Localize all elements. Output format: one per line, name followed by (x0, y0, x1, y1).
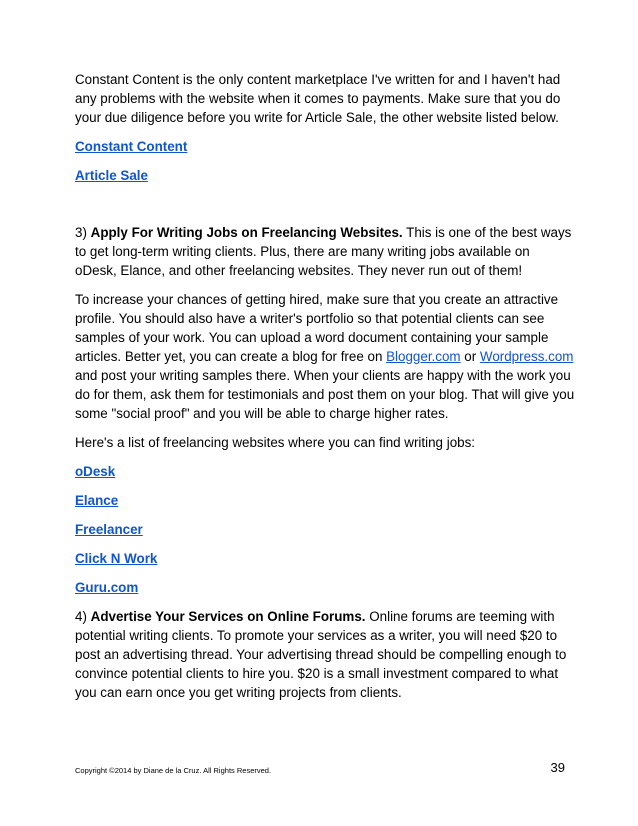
section-4-number: 4) (75, 609, 87, 624)
paragraph-freelance-list-intro: Here's a list of freelancing websites where you can find writing jobs: (75, 435, 476, 450)
page-footer (75, 760, 565, 780)
section-3-heading: Apply For Writing Jobs on Freelancing Websites. (90, 225, 403, 240)
link-click-n-work[interactable]: Click N Work (75, 551, 158, 566)
link-blogger[interactable]: Blogger.com (386, 349, 461, 364)
section-4-paragraph (75, 607, 575, 702)
copyright-notice: Copyright ©2014 by Diane de la Cruz. All Rights Reserved. (75, 766, 272, 775)
profile-tips-text-1: To increase your chances of getting hired, make sure that you create an attractive profile. You should also have a writer's portfolio so that potential clients can see samples of your work. You can upload a word document containing your sample articles. Better yet, you can create a blog for free on (75, 292, 559, 364)
link-freelancer[interactable]: Freelancer (75, 522, 143, 537)
link-odesk[interactable]: oDesk (75, 464, 116, 479)
link-elance[interactable]: Elance (75, 493, 119, 508)
paragraph-constant-content: Constant Content is the only content marketplace I've written for and I haven't had any problems with the website when it comes to payments. Make sure that you do your due diligence before you write for Article Sale, the other website listed below. (75, 72, 561, 125)
page-number: 39 (550, 760, 565, 775)
profile-tips-text-3: and post your writing samples there. When your clients are happy with the work you do for them, ask them for testimonials and post them on your blog. That will give you some "social proof" and you will be able to charge higher rates. (75, 368, 575, 421)
document-body (75, 70, 575, 702)
link-article-sale[interactable]: Article Sale (75, 168, 148, 183)
link-constant-content[interactable]: Constant Content (75, 139, 188, 154)
link-wordpress[interactable]: Wordpress.com (479, 349, 574, 364)
section-spacer (75, 195, 575, 223)
section-3-paragraph (75, 223, 575, 280)
section-3-number: 3) (75, 225, 87, 240)
profile-tips-text-2: or (460, 349, 480, 364)
section-4-text: Online forums are teeming with potential writing clients. To promote your services as a writer, you will need $20 to post an advertising thread. Your advertising thread should be compelling enough to convince potential clients to hire you. $20 is a small investment compared to what you can earn once you get writing projects from clients. (75, 609, 567, 700)
link-guru[interactable]: Guru.com (75, 580, 139, 595)
paragraph-profile-tips (75, 290, 575, 423)
section-4-heading: Advertise Your Services on Online Forums. (90, 609, 366, 624)
section-3-text: This is one of the best ways to get long-term writing clients. Plus, there are many writing jobs available on oDesk, Elance, and other freelancing websites. They never run out of them! (75, 225, 572, 278)
